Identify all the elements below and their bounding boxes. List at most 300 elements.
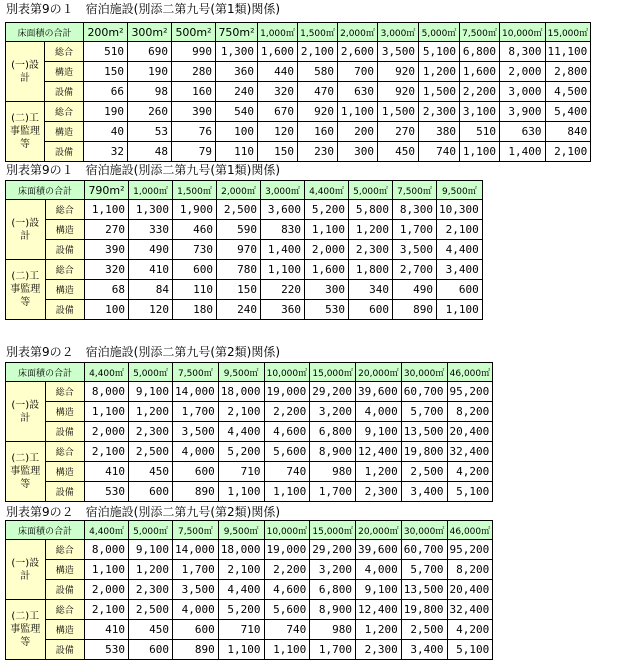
row-type-label: 総合: [45, 442, 85, 462]
fee-value: 580: [298, 62, 338, 82]
fee-value: 410: [129, 260, 173, 280]
table-row: [6, 382, 493, 402]
row-type-label: 設備: [45, 482, 85, 502]
fee-value: 6,800: [310, 580, 356, 600]
fee-value: 32,400: [447, 442, 493, 462]
fee-value: 9,100: [356, 580, 402, 600]
floor-area-header: 床面積の合計: [6, 521, 85, 540]
fee-value: 360: [261, 300, 305, 320]
fee-value: 1,200: [419, 62, 460, 82]
fee-value: 1,100: [85, 560, 129, 580]
fee-value: 280: [172, 62, 216, 82]
fee-value: 2,000: [85, 422, 129, 442]
column-header: 46,000㎡: [447, 363, 493, 382]
fee-value: 12,400: [356, 600, 402, 620]
fee-value: 12,400: [356, 442, 402, 462]
fee-value: 1,200: [356, 462, 402, 482]
fee-value: 5,200: [218, 442, 264, 462]
fee-value: 19,800: [401, 442, 447, 462]
fee-value: 270: [378, 122, 419, 142]
fee-value: 40: [84, 122, 128, 142]
fee-value: 1,600: [460, 62, 500, 82]
table-row: [6, 540, 493, 560]
fee-value: 600: [173, 260, 217, 280]
fee-value: 9,100: [129, 540, 173, 560]
column-header: 1,000㎡: [129, 181, 173, 200]
row-type-label: 設備: [45, 142, 84, 162]
fee-value: 1,100: [437, 300, 483, 320]
fee-value: 32: [84, 142, 128, 162]
fee-value: 890: [173, 640, 219, 660]
fee-value: 29,200: [310, 382, 356, 402]
fee-value: 10,300: [437, 200, 483, 220]
fee-value: 2,300: [349, 240, 393, 260]
table-row: [6, 300, 483, 320]
fee-value: 5,100: [447, 640, 493, 660]
fee-value: 60,700: [401, 540, 447, 560]
table-row: [6, 200, 483, 220]
fee-value: 390: [172, 102, 216, 122]
fee-value: 19,000: [264, 540, 310, 560]
table-row: [6, 220, 483, 240]
fee-value: 76: [172, 122, 216, 142]
fee-value: 1,600: [305, 260, 349, 280]
column-header: 7,500㎡: [173, 363, 219, 382]
table-row: [6, 142, 591, 162]
row-type-label: 設備: [45, 422, 85, 442]
row-type-label: 構造: [45, 462, 85, 482]
fee-value: 5,700: [401, 560, 447, 580]
fee-value: 2,700: [393, 260, 437, 280]
fee-value: 4,000: [173, 442, 219, 462]
fee-value: 1,900: [173, 200, 217, 220]
column-header: 5,000㎡: [129, 363, 173, 382]
fee-value: 2,300: [129, 422, 173, 442]
fee-value: 2,100: [437, 220, 483, 240]
fee-value: 8,900: [310, 600, 356, 620]
fee-value: 5,200: [218, 600, 264, 620]
fee-value: 3,400: [401, 640, 447, 660]
fee-value: 590: [217, 220, 261, 240]
fee-value: 1,100: [85, 402, 129, 422]
fee-value: 4,200: [447, 620, 493, 640]
table-row: [6, 580, 493, 600]
fee-value: 630: [500, 122, 546, 142]
fee-value: 1,100: [305, 220, 349, 240]
fee-value: 79: [172, 142, 216, 162]
fee-value: 4,500: [545, 82, 591, 102]
supervision-group-label: (二)工事監理等: [6, 102, 45, 162]
column-header: 5,000㎡: [129, 521, 173, 540]
fee-value: 2,100: [298, 42, 338, 62]
fee-value: 14,000: [173, 540, 219, 560]
fee-value: 150: [217, 280, 261, 300]
floor-area-header: 床面積の合計: [6, 23, 84, 42]
fee-value: 1,200: [129, 402, 173, 422]
fee-value: 200: [338, 122, 378, 142]
table-title: 別表第9の１ 宿泊施設(別添二第九号(第1類)関係): [6, 163, 280, 177]
fee-value: 1,700: [393, 220, 437, 240]
row-type-label: 総合: [45, 200, 85, 220]
column-header: 1,500㎡: [298, 23, 338, 42]
row-type-label: 構造: [45, 122, 84, 142]
fee-value: 1,100: [218, 482, 264, 502]
column-header: 790m²: [85, 181, 129, 200]
fee-value: 8,900: [310, 442, 356, 462]
fee-value: 5,400: [545, 102, 591, 122]
fee-value: 29,200: [310, 540, 356, 560]
fee-value: 13,500: [401, 580, 447, 600]
fee-value: 8,000: [85, 382, 129, 402]
fee-value: 890: [173, 482, 219, 502]
fee-value: 2,500: [217, 200, 261, 220]
fee-value: 4,400: [218, 580, 264, 600]
fee-value: 3,500: [173, 580, 219, 600]
row-type-label: 構造: [45, 560, 85, 580]
fee-value: 530: [85, 640, 129, 660]
table-row: [6, 62, 591, 82]
fee-value: 150: [84, 62, 128, 82]
column-header: 46,000㎡: [447, 521, 493, 540]
fee-value: 120: [129, 300, 173, 320]
fee-value: 2,100: [85, 600, 129, 620]
column-header: 10,000㎡: [264, 363, 310, 382]
fee-value: 470: [298, 82, 338, 102]
fee-value: 39,600: [356, 540, 402, 560]
fee-value: 3,100: [460, 102, 500, 122]
fee-value: 18,000: [218, 382, 264, 402]
row-type-label: 構造: [45, 402, 85, 422]
fee-value: 2,500: [129, 442, 173, 462]
fee-value: 8,300: [500, 42, 546, 62]
fee-value: 48: [128, 142, 172, 162]
row-type-label: 設備: [45, 640, 85, 660]
fee-value: 11,100: [545, 42, 591, 62]
fee-value: 2,600: [338, 42, 378, 62]
fee-value: 1,700: [173, 402, 219, 422]
fee-value: 18,000: [218, 540, 264, 560]
fee-value: 3,400: [437, 260, 483, 280]
column-header: 2,000㎡: [338, 23, 378, 42]
fee-value: 510: [460, 122, 500, 142]
fee-value: 380: [419, 122, 460, 142]
column-header: 9,500㎡: [437, 181, 483, 200]
fee-value: 110: [173, 280, 217, 300]
fee-value: 1,100: [460, 142, 500, 162]
table-row: [6, 402, 493, 422]
fee-value: 1,400: [261, 240, 305, 260]
column-header: 3,000㎡: [378, 23, 419, 42]
fee-value: 600: [129, 482, 173, 502]
fee-value: 5,100: [447, 482, 493, 502]
fee-value: 4,400: [437, 240, 483, 260]
fee-value: 2,300: [129, 580, 173, 600]
fee-value: 920: [378, 62, 419, 82]
fee-value: 84: [129, 280, 173, 300]
fee-value: 530: [85, 482, 129, 502]
row-type-label: 設備: [45, 580, 85, 600]
column-header: 7,500㎡: [460, 23, 500, 42]
row-type-label: 総合: [45, 102, 84, 122]
column-header: 4,400㎡: [85, 521, 129, 540]
fee-value: 530: [305, 300, 349, 320]
fee-value: 4,400: [218, 422, 264, 442]
fee-value: 1,200: [129, 560, 173, 580]
table-title: 別表第9の１ 宿泊施設(別添二第九号(第1類)関係): [6, 2, 280, 16]
fee-value: 1,800: [349, 260, 393, 280]
fee-value: 4,200: [447, 462, 493, 482]
fee-value: 13,500: [401, 422, 447, 442]
fee-value: 4,000: [356, 402, 402, 422]
supervision-group-label: (二)工事監理等: [6, 600, 46, 660]
fee-value: 920: [298, 102, 338, 122]
fee-value: 700: [338, 62, 378, 82]
fee-value: 20,400: [447, 422, 493, 442]
fee-value: 450: [378, 142, 419, 162]
fee-value: 2,100: [545, 142, 591, 162]
fee-value: 68: [85, 280, 129, 300]
fee-value: 240: [216, 82, 258, 102]
row-type-label: 構造: [45, 220, 85, 240]
fee-value: 4,000: [173, 600, 219, 620]
fee-value: 410: [85, 620, 129, 640]
fee-value: 1,200: [356, 620, 402, 640]
fee-table: [5, 362, 493, 502]
fee-value: 230: [298, 142, 338, 162]
fee-value: 600: [129, 640, 173, 660]
row-type-label: 構造: [45, 620, 85, 640]
fee-value: 1,200: [349, 220, 393, 240]
fee-value: 360: [216, 62, 258, 82]
fee-value: 2,100: [218, 402, 264, 422]
fee-value: 2,500: [401, 462, 447, 482]
fee-value: 9,100: [356, 422, 402, 442]
design-group-label: (一)設計: [6, 200, 46, 260]
column-header: 1,000㎡: [258, 23, 298, 42]
fee-value: 320: [85, 260, 129, 280]
fee-value: 670: [258, 102, 298, 122]
table-row: [6, 560, 493, 580]
fee-value: 300: [338, 142, 378, 162]
fee-value: 2,100: [218, 560, 264, 580]
fee-value: 990: [172, 42, 216, 62]
fee-value: 180: [173, 300, 217, 320]
column-header: 1,500㎡: [173, 181, 217, 200]
fee-value: 8,300: [393, 200, 437, 220]
column-header: 7,500㎡: [173, 521, 219, 540]
fee-value: 4,600: [264, 580, 310, 600]
fee-value: 600: [173, 462, 219, 482]
fee-value: 8,200: [447, 402, 493, 422]
supervision-group-label: (二)工事監理等: [6, 260, 46, 320]
column-header: 15,000㎡: [310, 363, 356, 382]
fee-value: 19,800: [401, 600, 447, 620]
fee-value: 3,500: [173, 422, 219, 442]
fee-value: 2,300: [356, 482, 402, 502]
row-type-label: 設備: [45, 240, 85, 260]
fee-value: 3,200: [310, 402, 356, 422]
fee-value: 980: [310, 462, 356, 482]
column-header: 9,500㎡: [218, 521, 264, 540]
fee-value: 1,700: [310, 640, 356, 660]
row-type-label: 構造: [45, 280, 85, 300]
column-header: 15,000㎡: [545, 23, 591, 42]
fee-value: 19,000: [264, 382, 310, 402]
column-header: 3,000㎡: [261, 181, 305, 200]
fee-value: 330: [129, 220, 173, 240]
fee-value: 1,700: [173, 560, 219, 580]
fee-value: 9,100: [129, 382, 173, 402]
fee-value: 95,200: [447, 540, 493, 560]
row-type-label: 総合: [45, 540, 85, 560]
fee-value: 3,400: [401, 482, 447, 502]
fee-table: [5, 180, 483, 320]
fee-value: 600: [437, 280, 483, 300]
fee-value: 890: [393, 300, 437, 320]
table-row: [6, 82, 591, 102]
table-row: [6, 462, 493, 482]
fee-value: 3,200: [310, 560, 356, 580]
fee-value: 740: [419, 142, 460, 162]
fee-value: 2,300: [419, 102, 460, 122]
table-row: [6, 422, 493, 442]
fee-value: 14,000: [173, 382, 219, 402]
column-header: 2,000㎡: [217, 181, 261, 200]
fee-value: 110: [216, 142, 258, 162]
fee-table: [5, 520, 493, 660]
column-header: 10,000㎡: [264, 521, 310, 540]
column-header: 10,000㎡: [500, 23, 546, 42]
fee-value: 4,600: [264, 422, 310, 442]
fee-value: 2,300: [356, 640, 402, 660]
fee-value: 1,100: [261, 260, 305, 280]
fee-value: 5,200: [305, 200, 349, 220]
supervision-group-label: (二)工事監理等: [6, 442, 46, 502]
fee-value: 1,600: [258, 42, 298, 62]
fee-value: 710: [218, 620, 264, 640]
fee-value: 390: [85, 240, 129, 260]
fee-value: 190: [84, 102, 128, 122]
fee-value: 490: [393, 280, 437, 300]
fee-value: 60,700: [401, 382, 447, 402]
row-type-label: 設備: [45, 82, 84, 102]
fee-value: 220: [261, 280, 305, 300]
fee-value: 970: [217, 240, 261, 260]
fee-value: 100: [216, 122, 258, 142]
table-title: 別表第9の２ 宿泊施設(別添二第九号(第2類)関係): [6, 505, 280, 519]
fee-value: 5,100: [419, 42, 460, 62]
fee-value: 710: [218, 462, 264, 482]
fee-value: 6,800: [460, 42, 500, 62]
fee-value: 740: [264, 462, 310, 482]
fee-value: 440: [258, 62, 298, 82]
fee-value: 450: [129, 462, 173, 482]
fee-value: 830: [261, 220, 305, 240]
table-row: [6, 482, 493, 502]
column-header: 4,400㎡: [305, 181, 349, 200]
fee-value: 66: [84, 82, 128, 102]
fee-value: 1,300: [129, 200, 173, 220]
fee-value: 4,000: [356, 560, 402, 580]
fee-value: 3,600: [261, 200, 305, 220]
fee-value: 2,200: [264, 560, 310, 580]
fee-value: 1,500: [378, 102, 419, 122]
fee-value: 39,600: [356, 382, 402, 402]
fee-value: 150: [258, 142, 298, 162]
fee-value: 2,200: [460, 82, 500, 102]
fee-value: 5,600: [264, 442, 310, 462]
fee-value: 260: [128, 102, 172, 122]
column-header: 300m²: [128, 23, 172, 42]
fee-value: 1,100: [85, 200, 129, 220]
fee-value: 190: [128, 62, 172, 82]
fee-value: 600: [349, 300, 393, 320]
column-header: 30,000㎡: [401, 363, 447, 382]
fee-value: 1,100: [264, 482, 310, 502]
fee-value: 300: [305, 280, 349, 300]
fee-value: 600: [173, 620, 219, 640]
fee-value: 95,200: [447, 382, 493, 402]
fee-value: 1,100: [218, 640, 264, 660]
row-type-label: 総合: [45, 382, 85, 402]
fee-value: 920: [378, 82, 419, 102]
fee-value: 53: [128, 122, 172, 142]
fee-value: 410: [85, 462, 129, 482]
fee-value: 3,500: [393, 240, 437, 260]
fee-value: 540: [216, 102, 258, 122]
fee-value: 2,100: [85, 442, 129, 462]
fee-value: 32,400: [447, 600, 493, 620]
fee-value: 270: [85, 220, 129, 240]
fee-value: 1,300: [216, 42, 258, 62]
fee-value: 490: [129, 240, 173, 260]
fee-value: 1,700: [310, 482, 356, 502]
table-row: [6, 122, 591, 142]
fee-value: 2,000: [305, 240, 349, 260]
fee-value: 3,500: [378, 42, 419, 62]
table-row: [6, 260, 483, 280]
fee-value: 3,900: [500, 102, 546, 122]
column-header: 15,000㎡: [310, 521, 356, 540]
fee-value: 2,200: [264, 402, 310, 422]
fee-value: 450: [129, 620, 173, 640]
floor-area-header: 床面積の合計: [6, 363, 85, 382]
fee-table: [5, 22, 591, 162]
table-row: [6, 280, 483, 300]
column-header: 750m²: [216, 23, 258, 42]
table-row: [6, 600, 493, 620]
fee-value: 2,000: [85, 580, 129, 600]
fee-value: 98: [128, 82, 172, 102]
fee-value: 6,800: [310, 422, 356, 442]
fee-value: 320: [258, 82, 298, 102]
fee-value: 8,200: [447, 560, 493, 580]
column-header: 30,000㎡: [401, 521, 447, 540]
fee-value: 3,000: [500, 82, 546, 102]
column-header: 500m²: [172, 23, 216, 42]
fee-value: 5,800: [349, 200, 393, 220]
fee-value: 630: [338, 82, 378, 102]
fee-value: 730: [173, 240, 217, 260]
fee-value: 20,400: [447, 580, 493, 600]
fee-value: 840: [545, 122, 591, 142]
row-type-label: 総合: [45, 42, 84, 62]
fee-value: 1,400: [500, 142, 546, 162]
floor-area-header: 床面積の合計: [6, 181, 85, 200]
row-type-label: 総合: [45, 600, 85, 620]
column-header: 200m²: [84, 23, 128, 42]
column-header: 9,500㎡: [218, 363, 264, 382]
